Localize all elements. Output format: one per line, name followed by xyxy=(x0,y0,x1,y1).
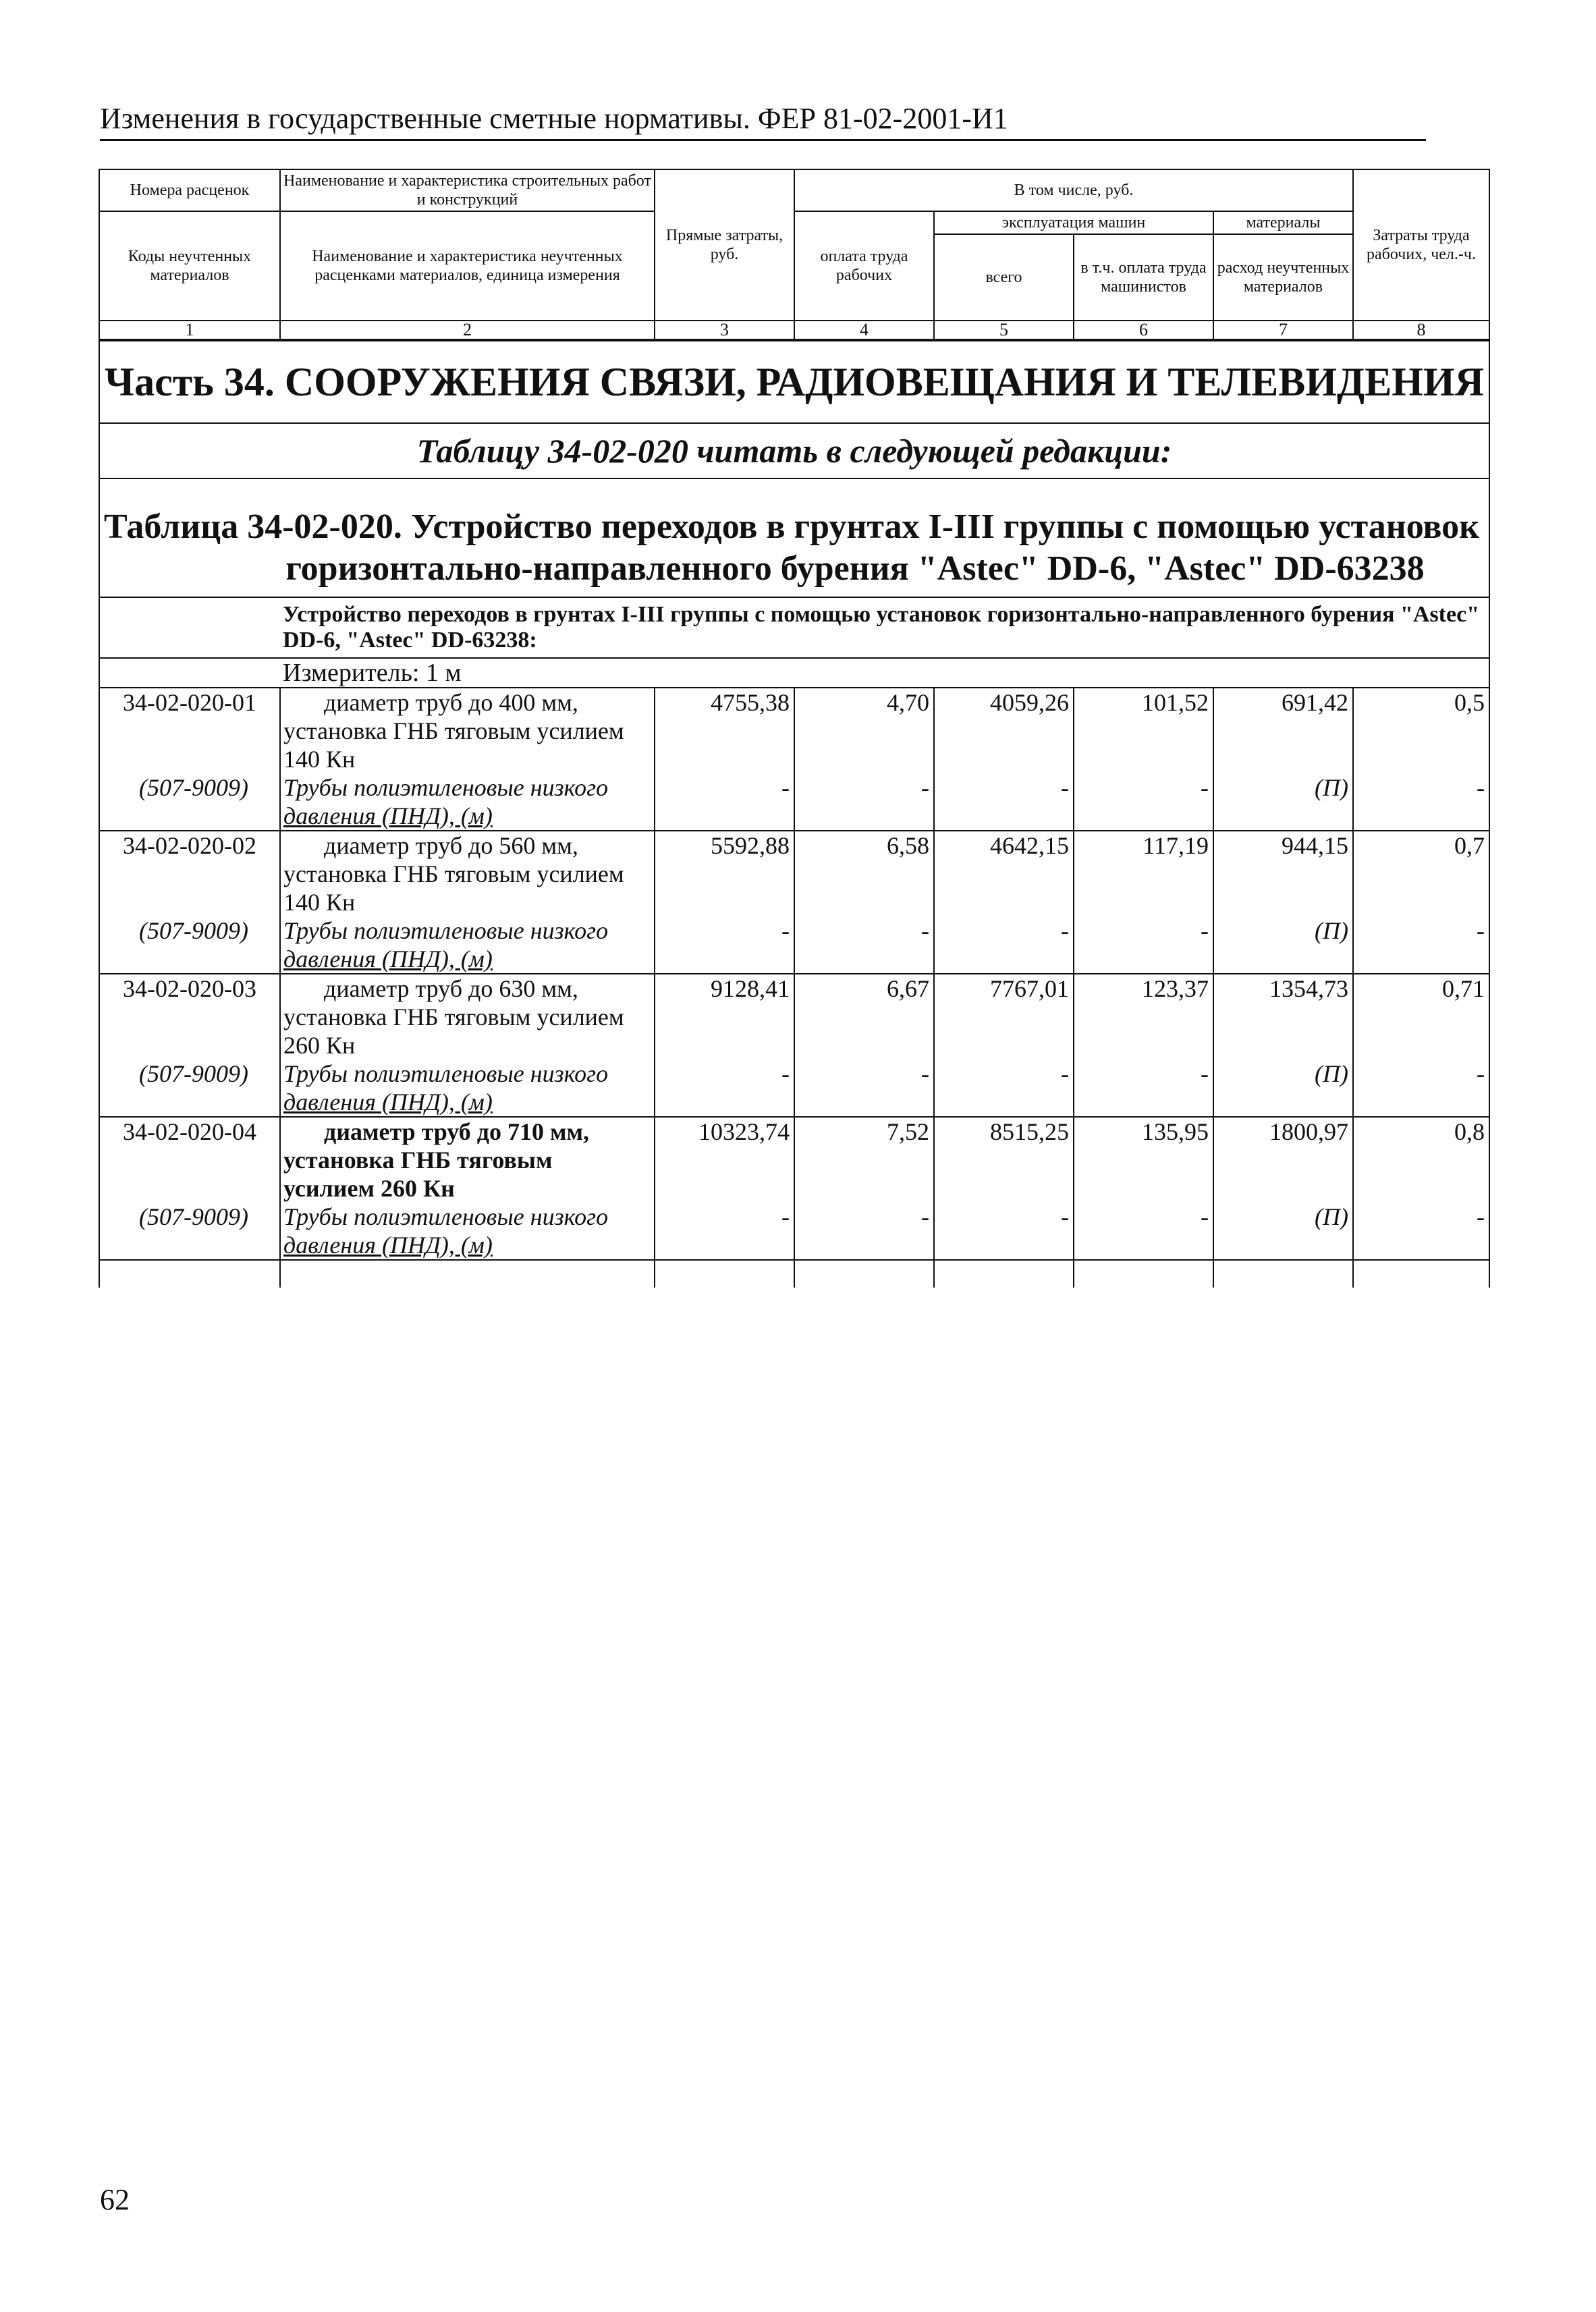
rate-code: 34-02-020-03 xyxy=(99,974,280,1059)
table-row xyxy=(99,688,1489,773)
work-description-line: установка ГНБ тяговым xyxy=(283,1147,553,1174)
material-description-line: Трубы полиэтиленовые низкого xyxy=(283,917,609,944)
material-value-col-5: - xyxy=(934,916,1074,974)
rate-code: 34-02-020-02 xyxy=(99,831,280,916)
value-col-7: 944,15 xyxy=(1213,831,1353,916)
value-col-5: 8515,25 xyxy=(934,1117,1074,1203)
value-col-3: 10323,74 xyxy=(655,1117,794,1203)
value-col-7: 1354,73 xyxy=(1213,974,1353,1059)
material-code: (507-9009) xyxy=(99,1203,280,1260)
work-description-line: диаметр труб до 400 мм, xyxy=(324,689,578,716)
material-value-col-3: - xyxy=(655,773,794,831)
value-col-8: 0,8 xyxy=(1353,1117,1489,1203)
material-value-col-5: - xyxy=(934,1059,1074,1117)
material-code: (507-9009) xyxy=(99,1059,280,1117)
group-header-materials: материалы xyxy=(1213,211,1353,234)
material-value-col-5: - xyxy=(934,773,1074,831)
col4-header: оплата труда рабочих xyxy=(794,211,934,321)
material-description-line: давления (ПНД), (м) xyxy=(283,945,493,972)
col-number-3: 3 xyxy=(655,321,794,340)
material-row xyxy=(99,773,1489,831)
col2-header-top: Наименование и характеристика строительных работ и конструкций xyxy=(280,169,655,211)
work-description-line: усилием 260 Кн xyxy=(283,1175,455,1202)
col1-header-bottom: Коды неучтенных материалов xyxy=(99,211,280,321)
material-value-col-8: - xyxy=(1353,773,1489,831)
material-row xyxy=(99,1059,1489,1117)
value-col-3: 9128,41 xyxy=(655,974,794,1059)
material-description-line: Трубы полиэтиленовые низкого xyxy=(283,1060,609,1087)
material-value-col-6: - xyxy=(1074,1203,1213,1260)
work-description-line: 140 Кн xyxy=(283,746,356,773)
value-col-6: 123,37 xyxy=(1074,974,1213,1059)
table-title xyxy=(99,478,1489,597)
material-value-col-3: - xyxy=(655,916,794,974)
material-description xyxy=(280,773,655,831)
material-code: (507-9009) xyxy=(99,916,280,974)
subsection-title: Устройство переходов в грунтах I-III группы с помощью установок горизонтально-направленного бурения "Astec" DD-6, "Astec" DD-63238: xyxy=(280,597,1489,658)
material-value-col-8: - xyxy=(1353,1203,1489,1260)
value-col-8: 0,7 xyxy=(1353,831,1489,916)
material-row xyxy=(99,916,1489,974)
material-row xyxy=(99,1203,1489,1260)
col-number-6: 6 xyxy=(1074,321,1213,340)
work-description-line: установка ГНБ тяговым усилием xyxy=(283,717,624,744)
material-value-col-6: - xyxy=(1074,1059,1213,1117)
material-code: (507-9009) xyxy=(99,773,280,831)
value-col-5: 7767,01 xyxy=(934,974,1074,1059)
material-description xyxy=(280,916,655,974)
col-number-2: 2 xyxy=(280,321,655,340)
value-col-6: 101,52 xyxy=(1074,688,1213,773)
value-col-4: 7,52 xyxy=(794,1117,934,1203)
work-description xyxy=(280,974,655,1059)
value-col-6: 117,19 xyxy=(1074,831,1213,916)
col-number-5: 5 xyxy=(934,321,1074,340)
value-col-4: 4,70 xyxy=(794,688,934,773)
material-description-line: Трубы полиэтиленовые низкого xyxy=(283,1203,609,1230)
table-row xyxy=(99,974,1489,1059)
work-description xyxy=(280,831,655,916)
material-value-col-4: - xyxy=(794,916,934,974)
material-description xyxy=(280,1059,655,1117)
col7-header: расход неучтенных материалов xyxy=(1213,234,1353,321)
material-value-col-6: - xyxy=(1074,916,1213,974)
rate-code: 34-02-020-04 xyxy=(99,1117,280,1203)
table-row xyxy=(99,1117,1489,1203)
material-value-col-3: - xyxy=(655,1203,794,1260)
value-col-5: 4059,26 xyxy=(934,688,1074,773)
material-value-col-8: - xyxy=(1353,1059,1489,1117)
material-description-line: давления (ПНД), (м) xyxy=(283,1232,493,1259)
work-description-line: 140 Кн xyxy=(283,889,356,916)
material-value-col-6: - xyxy=(1074,773,1213,831)
group-header-incl: В том числе, руб. xyxy=(794,169,1353,211)
col-number-7: 7 xyxy=(1213,321,1353,340)
col3-header: Прямые затраты, руб. xyxy=(655,169,794,321)
material-value-col-4: - xyxy=(794,1203,934,1260)
value-col-7: 691,42 xyxy=(1213,688,1353,773)
value-col-4: 6,58 xyxy=(794,831,934,916)
col-number-1: 1 xyxy=(99,321,280,340)
col-number-4: 4 xyxy=(794,321,934,340)
value-col-3: 5592,88 xyxy=(655,831,794,916)
measure-unit: Измеритель: 1 м xyxy=(280,658,1489,688)
page-number: 62 xyxy=(100,2183,130,2216)
material-description-line: давления (ПНД), (м) xyxy=(283,802,493,829)
work-description-line: диаметр труб до 630 мм, xyxy=(324,975,578,1002)
material-value-col-7: (П) xyxy=(1213,916,1353,974)
document-header: Изменения в государственные сметные нормативы. ФЕР 81-02-2001-И1 xyxy=(100,101,1426,141)
col8-header: Затраты труда рабочих, чел.-ч. xyxy=(1353,169,1489,321)
material-value-col-7: (П) xyxy=(1213,773,1353,831)
col-number-8: 8 xyxy=(1353,321,1489,340)
read-as-note: Таблицу 34-02-020 читать в следующей редакции: xyxy=(99,423,1489,478)
table-title-line2: горизонтально-направленного бурения "Astec" DD-6, "Astec" DD-63238 xyxy=(285,549,1425,588)
value-col-6: 135,95 xyxy=(1074,1117,1213,1203)
work-description xyxy=(280,1117,655,1203)
rates-table xyxy=(99,169,1490,1288)
material-value-col-4: - xyxy=(794,1059,934,1117)
col5-header: всего xyxy=(934,234,1074,321)
value-col-4: 6,67 xyxy=(794,974,934,1059)
work-description-line: установка ГНБ тяговым усилием xyxy=(283,1003,624,1030)
value-col-3: 4755,38 xyxy=(655,688,794,773)
work-description-line: установка ГНБ тяговым усилием xyxy=(283,860,624,887)
value-col-7: 1800,97 xyxy=(1213,1117,1353,1203)
material-value-col-7: (П) xyxy=(1213,1203,1353,1260)
work-description xyxy=(280,688,655,773)
group-header-machines: эксплуатация машин xyxy=(934,211,1213,234)
material-description-line: Трубы полиэтиленовые низкого xyxy=(283,774,609,801)
material-description-line: давления (ПНД), (м) xyxy=(283,1089,493,1116)
table-row xyxy=(99,831,1489,916)
work-description-line: диаметр труб до 560 мм, xyxy=(324,832,578,859)
material-value-col-7: (П) xyxy=(1213,1059,1353,1117)
value-col-8: 0,71 xyxy=(1353,974,1489,1059)
col1-header-top: Номера расценок xyxy=(99,169,280,211)
material-value-col-5: - xyxy=(934,1203,1074,1260)
col2-header-bottom: Наименование и характеристика неучтенных расценками материалов, единица измерения xyxy=(280,211,655,321)
material-value-col-8: - xyxy=(1353,916,1489,974)
material-value-col-3: - xyxy=(655,1059,794,1117)
work-description-line: диаметр труб до 710 мм, xyxy=(324,1118,590,1145)
col6-header: в т.ч. оплата труда машинистов xyxy=(1074,234,1213,321)
rate-code: 34-02-020-01 xyxy=(99,688,280,773)
table-title-line1: Таблица 34-02-020. Устройство переходов в грунтах I-III группы с помощью установок xyxy=(104,507,1480,546)
material-description xyxy=(280,1203,655,1260)
value-col-8: 0,5 xyxy=(1353,688,1489,773)
value-col-5: 4642,15 xyxy=(934,831,1074,916)
part-title: Часть 34. СООРУЖЕНИЯ СВЯЗИ, РАДИОВЕЩАНИЯ И ТЕЛЕВИДЕНИЯ xyxy=(99,340,1489,423)
work-description-line: 260 Кн xyxy=(283,1032,356,1059)
material-value-col-4: - xyxy=(794,773,934,831)
